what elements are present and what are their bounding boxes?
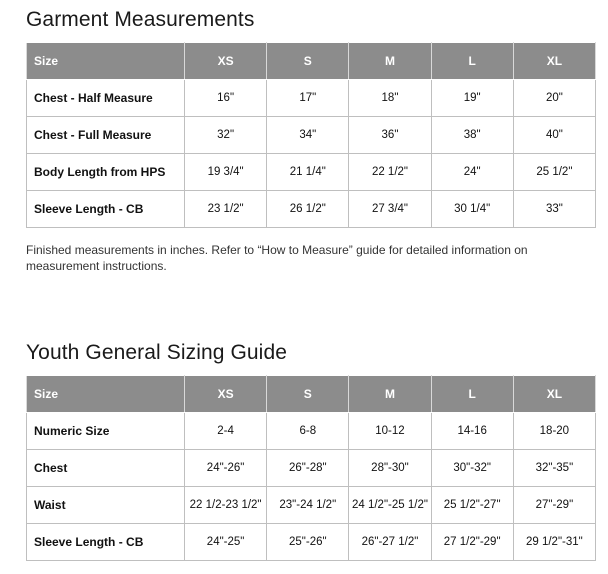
row-label: Waist xyxy=(27,487,185,524)
table-cell: 24 1/2"-25 1/2" xyxy=(349,487,431,524)
table-cell: 20" xyxy=(513,80,595,117)
table-cell: 27 1/2"-29" xyxy=(431,524,513,561)
table-row xyxy=(27,80,596,117)
table-cell: 24"-26" xyxy=(185,450,267,487)
measurement-note: Finished measurements in inches. Refer to “How to Measure” guide for detailed information on measurement instructions. xyxy=(26,243,528,273)
table-cell: 32" xyxy=(185,117,267,154)
table-cell: 30"-32" xyxy=(431,450,513,487)
header-l: L xyxy=(431,43,513,80)
header-l: L xyxy=(431,376,513,413)
table-cell: 36" xyxy=(349,117,431,154)
table-cell: 2-4 xyxy=(185,413,267,450)
header-s: S xyxy=(267,43,349,80)
row-label: Chest - Half Measure xyxy=(27,80,185,117)
table-cell: 38" xyxy=(431,117,513,154)
header-xs: XS xyxy=(185,376,267,413)
table-cell: 28"-30" xyxy=(349,450,431,487)
header-xl: XL xyxy=(513,376,595,413)
header-m: M xyxy=(349,43,431,80)
table-cell: 24"-25" xyxy=(185,524,267,561)
table-cell: 33" xyxy=(513,191,595,228)
row-label: Sleeve Length - CB xyxy=(27,191,185,228)
header-m: M xyxy=(349,376,431,413)
table-cell: 22 1/2" xyxy=(349,154,431,191)
youth-sizing-title: Youth General Sizing Guide xyxy=(26,341,287,364)
table-row xyxy=(27,450,596,487)
table-row xyxy=(27,154,596,191)
header-xl: XL xyxy=(513,43,595,80)
table-cell: 19" xyxy=(431,80,513,117)
table-cell: 23 1/2" xyxy=(185,191,267,228)
table-cell: 25 1/2"-27" xyxy=(431,487,513,524)
table-cell: 26"-27 1/2" xyxy=(349,524,431,561)
table-cell: 27"-29" xyxy=(513,487,595,524)
table-cell: 26"-28" xyxy=(267,450,349,487)
table-cell: 25"-26" xyxy=(267,524,349,561)
table-cell: 14-16 xyxy=(431,413,513,450)
table-cell: 34" xyxy=(267,117,349,154)
table-cell: 24" xyxy=(431,154,513,191)
table-cell: 26 1/2" xyxy=(267,191,349,228)
table-cell: 30 1/4" xyxy=(431,191,513,228)
table-row xyxy=(27,413,596,450)
table-cell: 25 1/2" xyxy=(513,154,595,191)
table-cell: 22 1/2-23 1/2" xyxy=(185,487,267,524)
table-cell: 18" xyxy=(349,80,431,117)
table-cell: 29 1/2"-31" xyxy=(513,524,595,561)
youth-sizing-table xyxy=(26,375,596,561)
table-cell: 27 3/4" xyxy=(349,191,431,228)
table-cell: 17" xyxy=(267,80,349,117)
header-xs: XS xyxy=(185,43,267,80)
table-row xyxy=(27,524,596,561)
row-label: Chest - Full Measure xyxy=(27,117,185,154)
table-row xyxy=(27,117,596,154)
header-s: S xyxy=(267,376,349,413)
table-cell: 18-20 xyxy=(513,413,595,450)
garment-measurements-title: Garment Measurements xyxy=(26,8,255,31)
table-header-row xyxy=(27,43,596,80)
table-cell: 21 1/4" xyxy=(267,154,349,191)
table-header-row xyxy=(27,376,596,413)
row-label: Body Length from HPS xyxy=(27,154,185,191)
row-label: Chest xyxy=(27,450,185,487)
table-cell: 16" xyxy=(185,80,267,117)
row-label: Numeric Size xyxy=(27,413,185,450)
table-cell: 19 3/4" xyxy=(185,154,267,191)
table-cell: 23"-24 1/2" xyxy=(267,487,349,524)
table-row xyxy=(27,191,596,228)
header-size: Size xyxy=(27,43,185,80)
table-cell: 32"-35" xyxy=(513,450,595,487)
table-cell: 40" xyxy=(513,117,595,154)
table-cell: 6-8 xyxy=(267,413,349,450)
table-row xyxy=(27,487,596,524)
garment-measurements-table xyxy=(26,42,596,228)
header-size: Size xyxy=(27,376,185,413)
row-label: Sleeve Length - CB xyxy=(27,524,185,561)
table-cell: 10-12 xyxy=(349,413,431,450)
